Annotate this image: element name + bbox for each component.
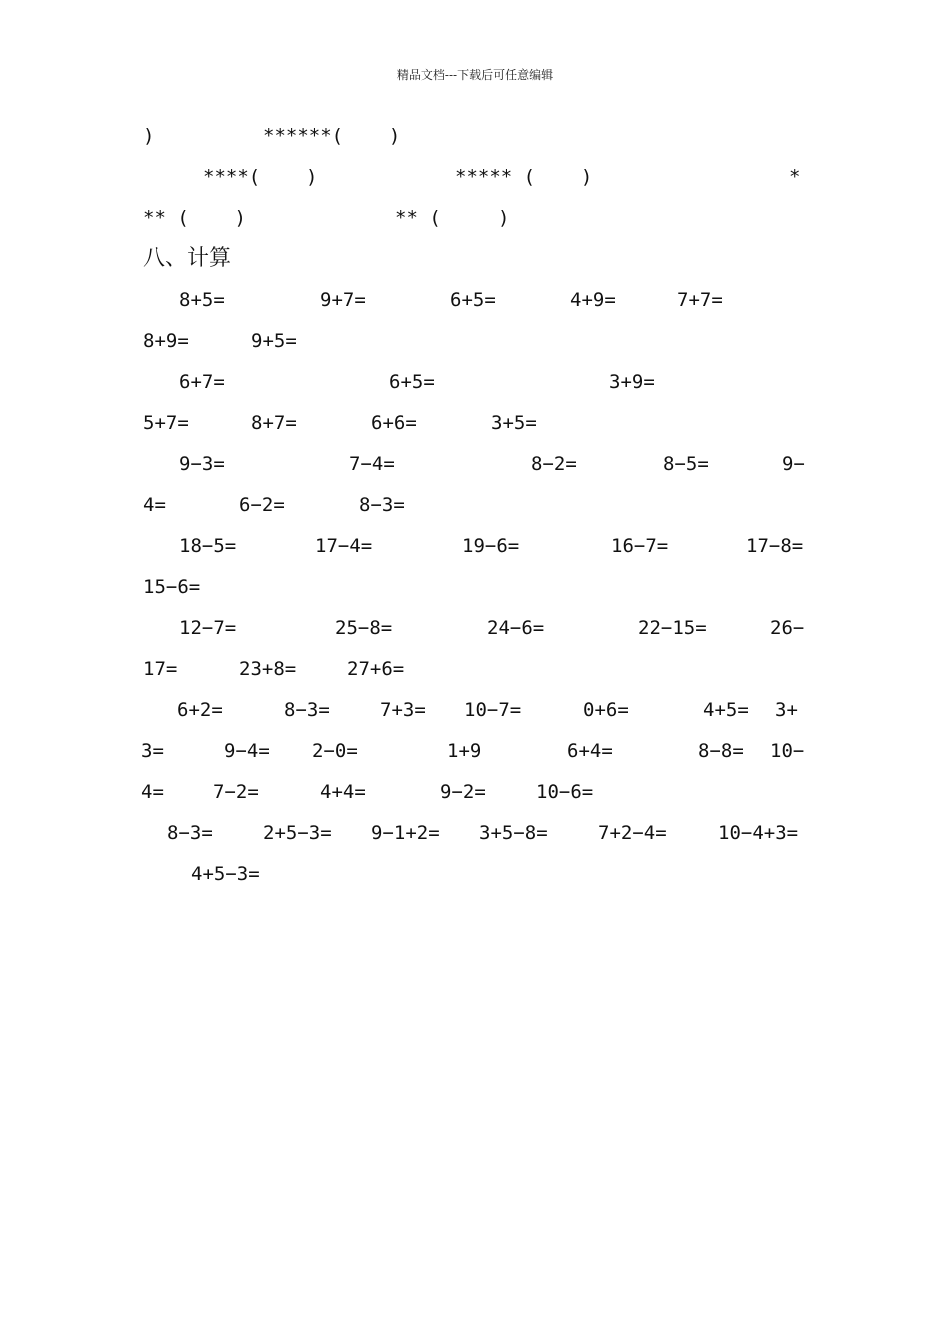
problem: 9−1+2= [371, 822, 440, 844]
problem: 6+4= [567, 740, 613, 762]
problem: 22−15= [638, 617, 707, 639]
problem: 17−8= [746, 535, 804, 557]
problem: 4+9= [570, 289, 616, 311]
problem: 26− [770, 617, 805, 639]
star-row-3-item-1: ** ( ) [143, 207, 246, 229]
problem: 10−4+3= [718, 822, 799, 844]
problem: 4= [143, 494, 166, 516]
problem: 8−3= [284, 699, 330, 721]
problem: 3+9= [609, 371, 655, 393]
problem: 8−2= [531, 453, 577, 475]
problem: 3= [141, 740, 164, 762]
problem: 8+5= [179, 289, 225, 311]
problem: 3+5−8= [479, 822, 548, 844]
problem: 2−0= [312, 740, 358, 762]
problem: 12−7= [179, 617, 237, 639]
problem: 10−6= [536, 781, 594, 803]
problem: 25−8= [335, 617, 393, 639]
problem: 15−6= [143, 576, 201, 598]
problem: 5+7= [143, 412, 189, 434]
problem: 7−2= [213, 781, 259, 803]
problem: 3+5= [491, 412, 537, 434]
problem: 6−2= [239, 494, 285, 516]
star-row-2-item-1: ****( ) [203, 166, 318, 188]
problem: 4+5= [703, 699, 749, 721]
star-row-2-item-3: * [789, 166, 801, 188]
problem: 6+2= [177, 699, 223, 721]
problem: 9+7= [320, 289, 366, 311]
section-title: 八、计算 [143, 246, 232, 271]
problem: 10−7= [464, 699, 522, 721]
problem: 7+7= [677, 289, 723, 311]
problem: 23+8= [239, 658, 297, 680]
problem: 4+5−3= [191, 863, 260, 885]
problem: 7+2−4= [598, 822, 667, 844]
problem: 1+9 [447, 740, 482, 762]
problem: 24−6= [487, 617, 545, 639]
problem: 0+6= [583, 699, 629, 721]
star-row-1-item-2: ******( ) [263, 125, 401, 147]
problem: 19−6= [462, 535, 520, 557]
problem: 6+6= [371, 412, 417, 434]
problem: 4= [141, 781, 164, 803]
problem: 17−4= [315, 535, 373, 557]
problem: 8+7= [251, 412, 297, 434]
problem: 8−3= [359, 494, 405, 516]
problem: 9+5= [251, 330, 297, 352]
problem: 7−4= [349, 453, 395, 475]
star-row-2-item-2: ***** ( ) [455, 166, 593, 188]
problem: 2+5−3= [263, 822, 332, 844]
problem: 17= [143, 658, 178, 680]
problem: 8−8= [698, 740, 744, 762]
star-row-3-item-2: ** ( ) [395, 207, 510, 229]
problem: 9−3= [179, 453, 225, 475]
problem: 8−5= [663, 453, 709, 475]
problem: 6+5= [450, 289, 496, 311]
problem: 16−7= [611, 535, 669, 557]
problem: 8−3= [167, 822, 213, 844]
problem: 9− [782, 453, 805, 475]
problem: 7+3= [380, 699, 426, 721]
problem: 6+7= [179, 371, 225, 393]
problem: 8+9= [143, 330, 189, 352]
star-row-1-item-1: ) [143, 125, 155, 147]
problem: 27+6= [347, 658, 405, 680]
problem: 10− [770, 740, 805, 762]
problem: 6+5= [389, 371, 435, 393]
page-header: 精品文档---下载后可任意编辑 [396, 68, 554, 82]
problem: 3+ [775, 699, 798, 721]
problem: 9−2= [440, 781, 486, 803]
problem: 9−4= [224, 740, 270, 762]
problem: 4+4= [320, 781, 366, 803]
problem: 18−5= [179, 535, 237, 557]
